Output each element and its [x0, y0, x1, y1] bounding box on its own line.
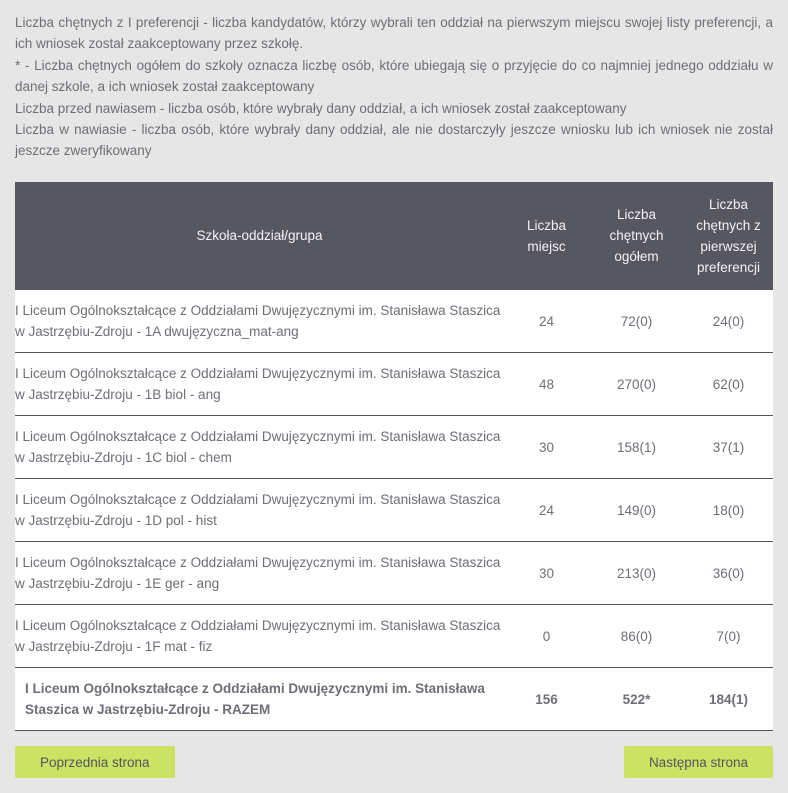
school-name-cell [15, 542, 504, 605]
school-name-cell [15, 668, 504, 731]
table-row [15, 479, 773, 542]
next-page-button[interactable]: Następna strona [624, 746, 773, 778]
school-name-cell [15, 479, 504, 542]
column-header-school: Szkoła-oddział/grupa [15, 182, 504, 290]
first-preference-cell: 18(0) [684, 479, 773, 542]
school-name-line2: w Jastrzębiu-Zdroju - 1E ger - ang [15, 576, 220, 592]
previous-page-button[interactable]: Poprzednia strona [15, 746, 175, 778]
table-row [15, 416, 773, 479]
school-name-cell [15, 605, 504, 668]
table-header-row [15, 182, 773, 290]
column-header-first-preference: Liczba chętnych z pierwszej preferencji [684, 182, 773, 290]
legend [15, 12, 773, 162]
school-name-line1: I Liceum Ogólnokształcące z Oddziałami Dwujęzycznymi im. Stanisława Staszica [15, 555, 501, 571]
table-row [15, 290, 773, 353]
legend-line-total-asterisk: * - Liczba chętnych ogółem do szkoły oznacza liczbę osób, które ubiegają się o przyjęcie do co najmniej jednego oddziału w danej szkole, a ich wniosek został zaakceptowany [15, 57, 773, 95]
total-candidates-cell: 72(0) [589, 290, 684, 353]
places-cell: 48 [504, 353, 589, 416]
total-candidates-cell: 158(1) [589, 416, 684, 479]
school-name-line2: w Jastrzębiu-Zdroju - 1D pol - hist [15, 513, 217, 529]
school-name-line1: I Liceum Ogólnokształcące z Oddziałami Dwujęzycznymi im. Stanisława [25, 681, 485, 697]
legend-line-in-parenthesis: Liczba w nawiasie - liczba osób, które wybrały dany oddział, ale nie dostarczyły jeszcze wniosku lub ich wniosek nie został jeszcze zweryfikowany [15, 122, 773, 159]
total-candidates-cell: 213(0) [589, 542, 684, 605]
first-preference-cell: 24(0) [684, 290, 773, 353]
table-row [15, 605, 773, 668]
school-name-line1: I Liceum Ogólnokształcące z Oddziałami Dwujęzycznymi im. Stanisława Staszica [15, 429, 501, 445]
places-cell: 30 [504, 542, 589, 605]
table-row [15, 353, 773, 416]
school-name-line2: w Jastrzębiu-Zdroju - 1F mat - fiz [15, 639, 213, 655]
school-name-cell [15, 416, 504, 479]
school-name-line1: I Liceum Ogólnokształcące z Oddziałami Dwujęzycznymi im. Stanisława Staszica [15, 366, 501, 382]
first-preference-cell: 7(0) [684, 605, 773, 668]
school-name-line1: I Liceum Ogólnokształcące z Oddziałami Dwujęzycznymi im. Stanisława Staszica [15, 303, 501, 319]
school-name-line2: w Jastrzębiu-Zdroju - 1B biol - ang [15, 387, 221, 403]
table-row [15, 542, 773, 605]
first-preference-cell: 184(1) [684, 668, 773, 731]
places-cell: 156 [504, 668, 589, 731]
school-name-line1: I Liceum Ogólnokształcące z Oddziałami Dwujęzycznymi im. Stanisława Staszica [15, 618, 501, 634]
school-name-cell [15, 353, 504, 416]
school-name-cell [15, 290, 504, 353]
legend-line-before-parenthesis: Liczba przed nawiasem - liczba osób, które wybrały dany oddział, a ich wniosek został zaakceptowany [15, 100, 627, 116]
school-name-line2: w Jastrzębiu-Zdroju - 1C biol - chem [15, 450, 232, 466]
total-candidates-cell: 270(0) [589, 353, 684, 416]
school-name-line1: I Liceum Ogólnokształcące z Oddziałami Dwujęzycznymi im. Stanisława Staszica [15, 492, 501, 508]
results-table [15, 182, 773, 732]
table-row-total [15, 668, 773, 731]
column-header-total-candidates: Liczba chętnych ogółem [589, 182, 684, 290]
total-candidates-cell: 86(0) [589, 605, 684, 668]
school-name-line2: w Jastrzębiu-Zdroju - 1A dwujęzyczna_mat-ang [15, 324, 299, 340]
school-name-line2: Staszica w Jastrzębiu-Zdroju - RAZEM [25, 702, 271, 718]
places-cell: 24 [504, 479, 589, 542]
legend-line-first-preference: Liczba chętnych z I preferencji - liczba kandydatów, którzy wybrali ten oddział na pierwszym miejscu swojej listy preferencji, a ich wniosek został zaakceptowany przez szkołę. [15, 15, 773, 52]
pagination [15, 746, 773, 778]
places-cell: 0 [504, 605, 589, 668]
places-cell: 24 [504, 290, 589, 353]
first-preference-cell: 37(1) [684, 416, 773, 479]
first-preference-cell: 62(0) [684, 353, 773, 416]
column-header-places: Liczba miejsc [504, 182, 589, 290]
total-candidates-cell: 149(0) [589, 479, 684, 542]
total-candidates-cell: 522* [589, 668, 684, 731]
first-preference-cell: 36(0) [684, 542, 773, 605]
places-cell: 30 [504, 416, 589, 479]
